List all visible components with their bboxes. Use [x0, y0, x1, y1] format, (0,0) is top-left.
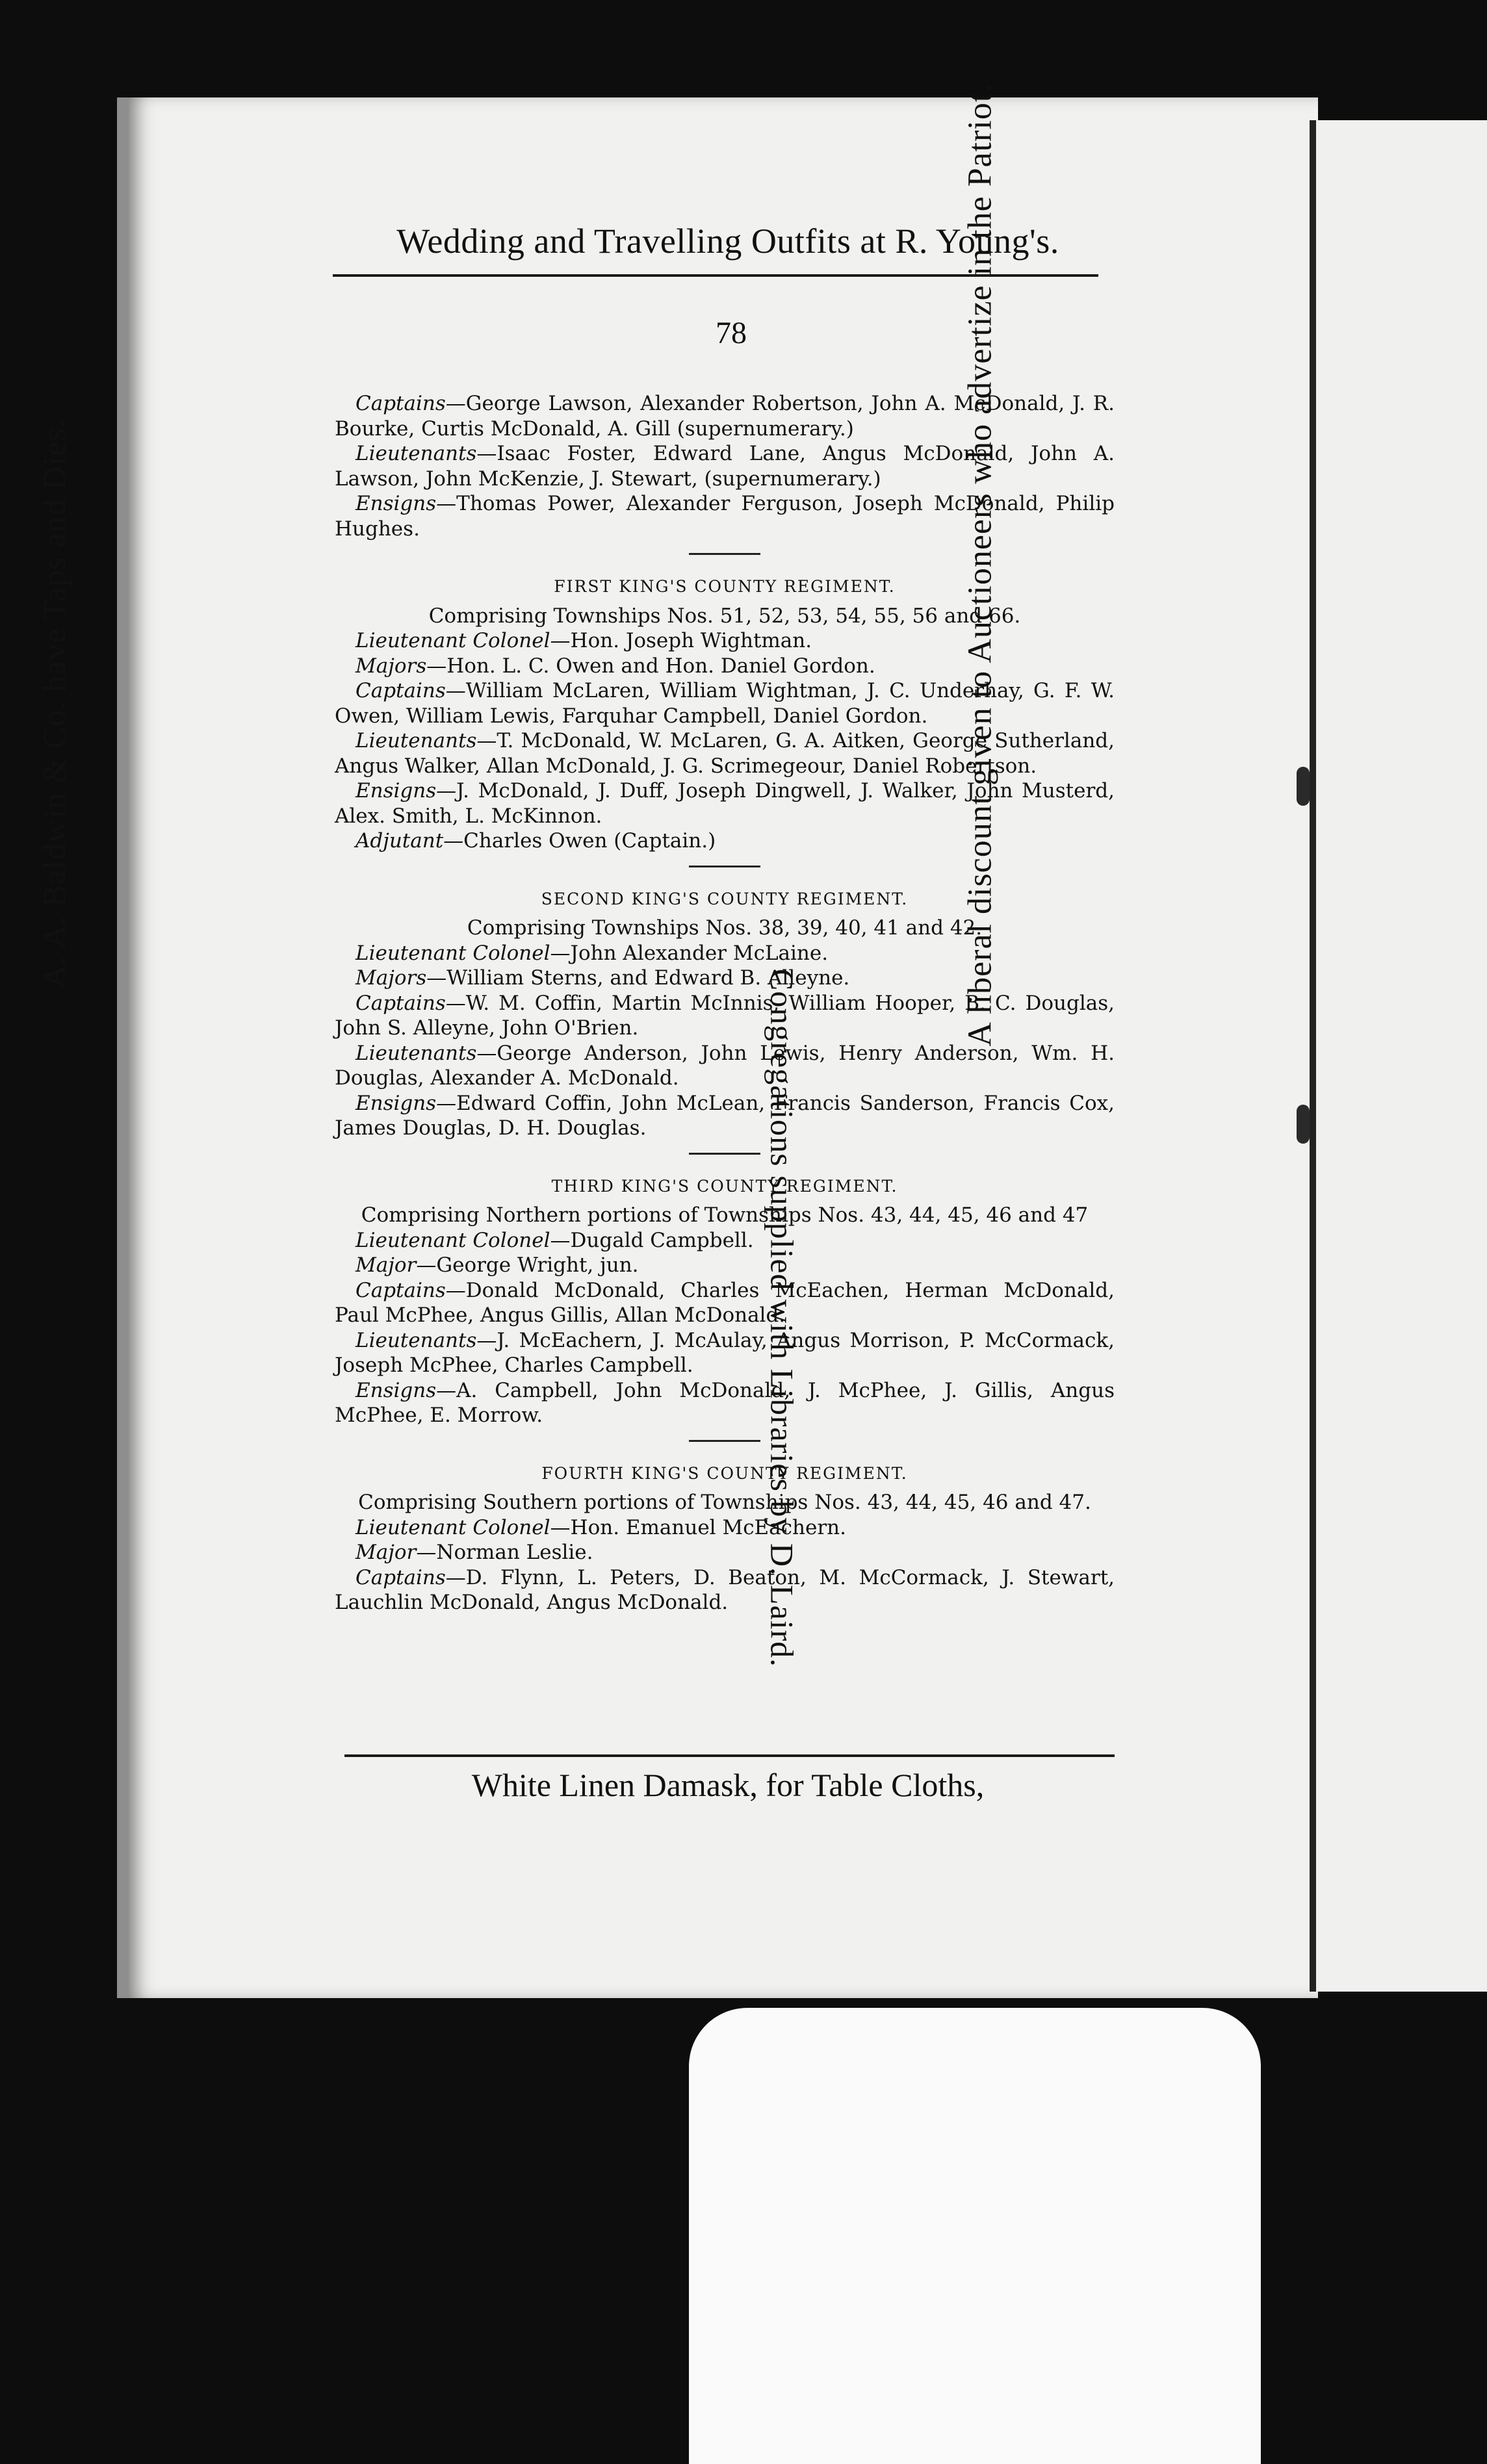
- page-notch: [1297, 1105, 1310, 1144]
- rank-label: Captains: [356, 392, 446, 415]
- section-divider: [689, 866, 760, 867]
- side-advert-left: A. A. Baldwin & Co. have Taps and Dies.: [35, 418, 72, 988]
- roster-names: —J. McDonald, J. Duff, Joseph Dingwell, J. Walker, John Musterd, Alex. Smith, L. McKinnon.: [335, 779, 1115, 828]
- rank-label: Lieutenant Colonel: [356, 629, 550, 652]
- rank-label: Captains: [356, 1278, 446, 1302]
- section-divider: [689, 553, 760, 555]
- page-notch: [1297, 767, 1310, 806]
- rank-label: Lieutenant Colonel: [356, 1228, 550, 1252]
- roster-names: —George Wright, jun.: [416, 1253, 639, 1277]
- roster-names: —Hon. L. C. Owen and Hon. Daniel Gordon.: [426, 654, 875, 678]
- regiment-heading: FOURTH KING'S COUNTY REGIMENT.: [541, 1463, 908, 1483]
- rank-label: Lieutenant Colonel: [356, 941, 550, 965]
- rank-label: Captains: [356, 679, 446, 702]
- rank-label: Majors: [356, 966, 427, 990]
- roster-entry: [335, 1328, 1115, 1378]
- roster-names: —George Lawson, Alexander Robertson, John A. McDonald, J. R. Bourke, Curtis McDonald, A. Gill (supernumerary.): [335, 392, 1115, 441]
- side-advert-right: Congregations supplied with Libraries by D. Laird.: [764, 969, 801, 1667]
- rank-label: Ensigns: [356, 492, 437, 515]
- roster-names: —John Alexander McLaine.: [550, 941, 829, 965]
- footer-advert: White Linen Damask, for Table Cloths,: [471, 1767, 985, 1803]
- roster-names: —D. Flynn, L. Peters, D. Beaton, M. McCormack, J. Stewart, Lauchlin McDonald, Angus McDonald.: [335, 1565, 1115, 1614]
- regiment-townships: Comprising Townships Nos. 38, 39, 40, 41 and 42.: [467, 916, 983, 940]
- roster-entry: [335, 1091, 1115, 1141]
- roster-names: —Donald McDonald, Charles McEachen, Herman McDonald, Paul McPhee, Angus Gillis, Allan McDonald.: [335, 1278, 1115, 1327]
- roster-entry: [335, 1540, 1115, 1565]
- roster-entry: [335, 1041, 1115, 1091]
- rank-label: Lieutenants: [356, 1041, 477, 1065]
- rank-label: Ensigns: [356, 1378, 437, 1402]
- roster-names: —Hon. Joseph Wightman.: [550, 629, 812, 652]
- roster-names: —George Anderson, John Lewis, Henry Anderson, Wm. H. Douglas, Alexander A. McDonald.: [335, 1041, 1115, 1090]
- rank-label: Lieutenants: [356, 729, 477, 752]
- regiment-townships: Comprising Southern portions of Townships Nos. 43, 44, 45, 46 and 47.: [358, 1491, 1091, 1514]
- roster-names: —W. M. Coffin, Martin McInnis, William Hooper, B. C. Douglas, John S. Alleyne, John O'Brien.: [335, 991, 1115, 1040]
- roster-names: —Thomas Power, Alexander Ferguson, Joseph McDonald, Philip Hughes.: [335, 492, 1115, 541]
- section-divider: [689, 1153, 760, 1155]
- roster-entry: [335, 1253, 1115, 1278]
- roster-names: —Isaac Foster, Edward Lane, Angus McDonald, John A. Lawson, John McKenzie, J. Stewart, (supernumerary.): [335, 442, 1115, 491]
- roster-names: —T. McDonald, W. McLaren, G. A. Aitken, George Sutherland, Angus Walker, Allan McDonald, J. G. Scrimegeour, Daniel Robertson.: [335, 729, 1115, 778]
- roster-names: —Norman Leslie.: [416, 1541, 593, 1564]
- rank-label: Ensigns: [356, 779, 437, 802]
- section-divider: [689, 1440, 760, 1442]
- roster-entry: [335, 1228, 1115, 1253]
- rank-label: Ensigns: [356, 1091, 437, 1115]
- rank-label: Adjutant: [356, 829, 444, 853]
- roster-names: —William Sterns, and Edward B. Alleyne.: [426, 966, 850, 990]
- roster-names: —J. McEachern, J. McAulay, Angus Morrison, P. McCormack, Joseph McPhee, Charles Campbell.: [335, 1328, 1115, 1377]
- scan-light-blob: [689, 2008, 1261, 2464]
- regiment-heading: THIRD KING'S COUNTY REGIMENT.: [551, 1176, 898, 1196]
- rank-label: Major: [356, 1541, 417, 1564]
- footer-rule: [344, 1754, 1115, 1757]
- roster-names: —Charles Owen (Captain.): [443, 829, 716, 853]
- roster-names: —Dugald Campbell.: [550, 1228, 754, 1252]
- side-advert-far-right: A liberal discount given to Auctioneers who advertize in the Patriot.: [961, 83, 999, 1047]
- roster-names: —William McLaren, William Wightman, J. C. Underhay, G. F. W. Owen, William Lewis, Farquhar Campbell, Daniel Gordon.: [335, 679, 1115, 728]
- regiment-townships: Comprising Northern portions of Townships Nos. 43, 44, 45, 46 and 47: [361, 1203, 1089, 1227]
- rank-label: Major: [356, 1253, 417, 1277]
- roster-entry: [335, 1278, 1115, 1328]
- rank-label: Lieutenants: [356, 1328, 477, 1352]
- regiment-townships: Comprising Townships Nos. 51, 52, 53, 54, 55, 56 and 66.: [428, 604, 1021, 628]
- roster-names: —Edward Coffin, John McLean, Francis Sanderson, Francis Cox, James Douglas, D. H. Douglas.: [335, 1091, 1115, 1140]
- rank-label: Lieutenants: [356, 442, 477, 465]
- regiment-heading: FIRST KING'S COUNTY REGIMENT.: [554, 577, 896, 596]
- page-number: 78: [716, 316, 747, 350]
- rank-label: Captains: [356, 1565, 446, 1589]
- rank-label: Captains: [356, 991, 446, 1015]
- book-page-right: [1310, 120, 1487, 1992]
- roster-names: —Hon. Emanuel McEachern.: [550, 1515, 846, 1539]
- roster-names: —A. Campbell, John McDonald, J. McPhee, J. Gillis, Angus McPhee, E. Morrow.: [335, 1378, 1115, 1427]
- rank-label: Majors: [356, 654, 427, 678]
- roster-entry: [335, 1378, 1115, 1428]
- regiment-heading: SECOND KING'S COUNTY REGIMENT.: [541, 889, 909, 908]
- running-head: Wedding and Travelling Outfits at R. Young's.: [396, 222, 1059, 261]
- roster-entry: [335, 1565, 1115, 1615]
- roster-entry: [335, 1515, 1115, 1541]
- rank-label: Lieutenant Colonel: [356, 1515, 550, 1539]
